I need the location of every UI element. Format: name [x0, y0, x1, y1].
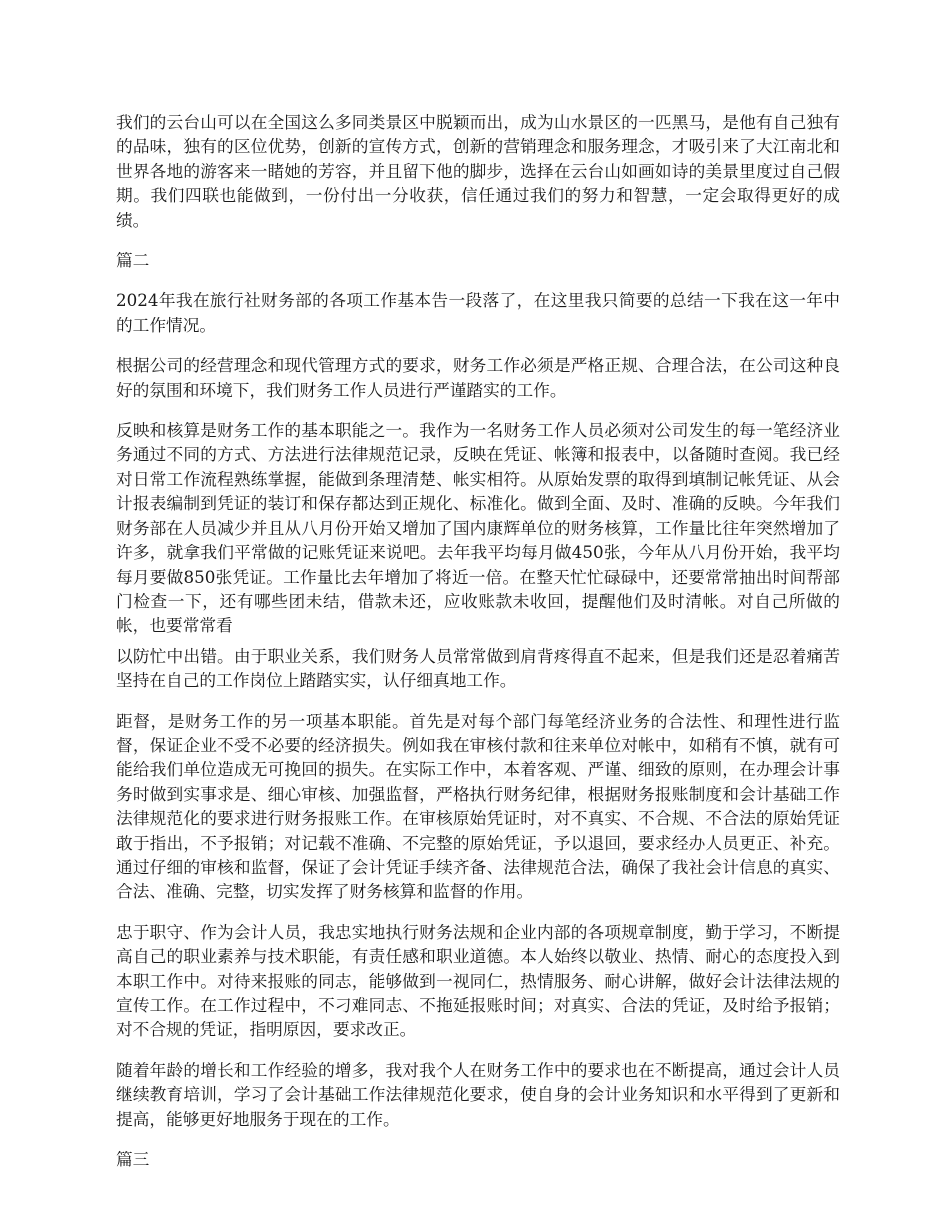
section-heading-part-three: 篇三 — [116, 1149, 150, 1170]
paragraph-continuing-education: 随着年龄的增长和工作经验的增多，我对我个人在财务工作中的要求也在不断提高，通过会计人员继续教育培训，学习了会计基础工作法律规范化要求，使自身的会计业务知识和水平得到了更新和提高，能够更好地服务于现在的工作。 — [116, 1059, 840, 1129]
paragraph-year-summary-intro: 2024年我在旅行社财务部的各项工作基本告一段落了，在这里我只简要的总结一下我在这一年中的工作情况。 — [116, 290, 840, 335]
section-heading-part-two: 篇二 — [116, 250, 150, 271]
paragraph-supervision-function: 距督，是财务工作的另一项基本职能。首先是对每个部门每笔经济业务的合法性、和理性进行监督，保证企业不受不必要的经济损失。例如我在审核付款和往来单位对帐中，如稍有不慎，就有可能给我们单位造成无可挽回的损失。在实际工作中，本着客观、严谨、细致的原则，在办理会计事务时做到实事求是、细心审核、加强监督，严格执行财务纪律，根据财务报账制度和会计基础工作法律规范化的要求进行财务报账工作。在审核原始凭证时，对不真实、不合规、不合法的原始凭证敢于指出，不予报销；对记载不准确、不完整的原始凭证，予以退回，要求经办人员更正、补充。通过仔细的审核和监督，保证了会计凭证手续齐备、法律规范合法，确保了我社会计信息的真实、合法、准确、完整，切实发挥了财务核算和监督的作用。 — [116, 710, 840, 902]
paragraph-accounting-function: 反映和核算是财务工作的基本职能之一。我作为一名财务工作人员必须对公司发生的每一笔经济业务通过不同的方式、方法进行法律规范记录，反映在凭证、帐簿和报表中，以备随时查阅。我已经对日常工作流程熟练掌握，能做到条理清楚、帐实相符。从原始发票的取得到填制记帐凭证、从会计报表编制到凭证的装订和保存都达到正规化、标准化。做到全面、及时、准确的反映。今年我们财务部在人员减少并且从八月份开始又增加了国内康辉单位的财务核算，工作量比往年突然增加了许多，就拿我们平常做的记账凭证来说吧。去年我平均每月做450张，今年从八月份开始，我平均每月要做850张凭证。工作量比去年增加了将近一倍。在整天忙忙碌碌中，还要常常抽出时间帮部门检查一下，还有哪些团未结，借款未还，应收账款未收回，提醒他们及时清帐。对自己所做的帐，也要常常看 — [116, 420, 840, 636]
paragraph-accounting-function-continued: 以防忙中出错。由于职业关系，我们财务人员常常做到肩背疼得直不起来，但是我们还是忍着痛苦坚持在自己的工作岗位上踏踏实实，认仔细真地工作。 — [116, 645, 840, 691]
paragraph-management-philosophy: 根据公司的经营理念和现代管理方式的要求，财务工作必须是严格正规、合理合法，在公司这种良好的氛围和环境下，我们财务工作人员进行严谨踏实的工作。 — [116, 355, 840, 400]
paragraph-yuntaishan: 我们的云台山可以在全国这么多同类景区中脱颖而出，成为山水景区的一匹黑马，是他有自己独有的品味，独有的区位优势，创新的宣传方式，创新的营销理念和服务理念，才吸引来了大江南北和世界各地的游客来一睹她的芳容，并且留下他的脚步，选择在云台山如画如诗的美景里度过自己假期。我们四联也能做到，一份付出一分收获，信任通过我们的努力和智慧，一定会取得更好的成绩。 — [116, 112, 840, 230]
document-body — [116, 110, 840, 1187]
paragraph-professional-duty: 忠于职守、作为会计人员，我忠实地执行财务法规和企业内部的各项规章制度，勤于学习，不断提高自己的职业素养与技术职能，有责任感和职业道德。本人始终以敬业、热情、耐心的态度投入到本职工作中。对待来报账的同志，能够做到一视同仁，热情服务、耐心讲解，做好会计法律法规的宣传工作。在工作过程中，不刁难同志、不拖延报账时间；对真实、合法的凭证，及时给予报销；对不合规的凭证，指明原因，要求改正。 — [116, 921, 840, 1040]
